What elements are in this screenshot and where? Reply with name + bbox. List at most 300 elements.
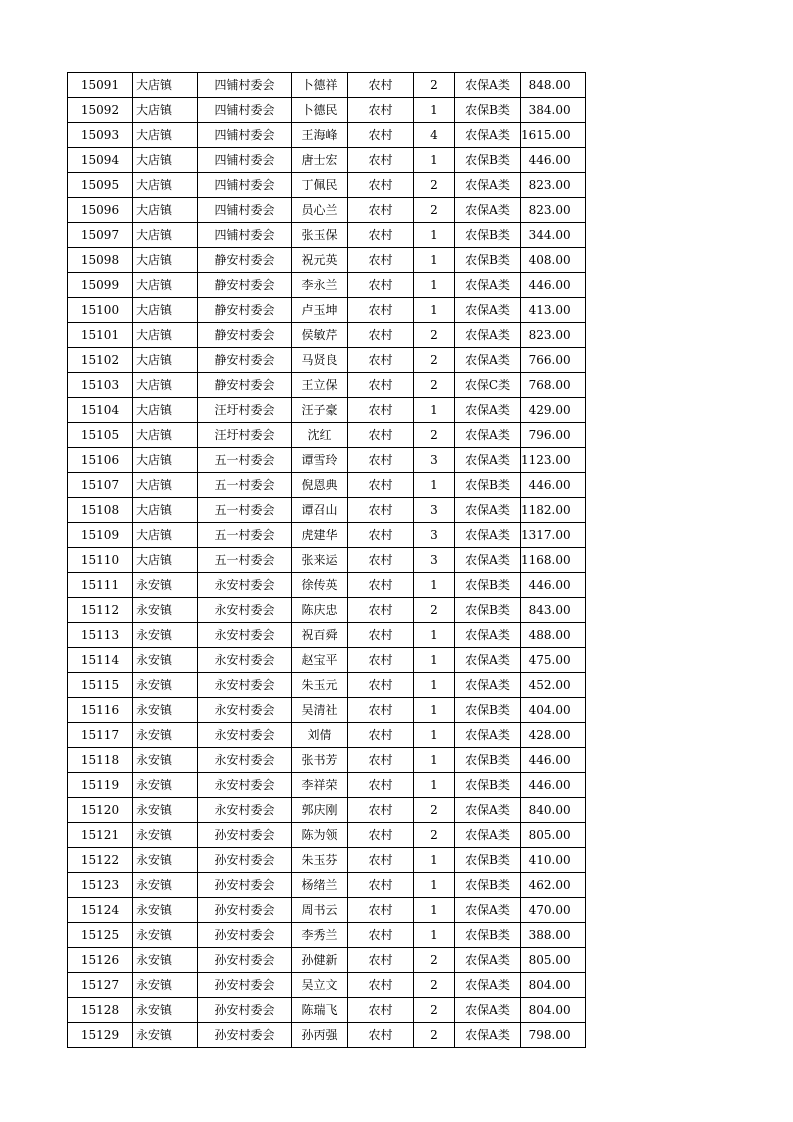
name-cell: 张玉保: [292, 223, 348, 248]
amount-cell: 823.00: [521, 173, 586, 198]
town-cell: 大店镇: [133, 523, 198, 548]
record-id-cell: 15102: [68, 348, 133, 373]
village-committee-cell: 四铺村委会: [198, 223, 292, 248]
person-count-cell: 3: [414, 523, 455, 548]
town-cell: 永安镇: [133, 648, 198, 673]
name-cell: 侯敏芹: [292, 323, 348, 348]
record-id-cell: 15103: [68, 373, 133, 398]
household-type-cell: 农村: [348, 598, 414, 623]
household-type-cell: 农村: [348, 73, 414, 98]
category-cell: 农保A类: [455, 823, 521, 848]
name-cell: 卜德祥: [292, 73, 348, 98]
village-committee-cell: 五一村委会: [198, 498, 292, 523]
household-type-cell: 农村: [348, 423, 414, 448]
town-cell: 大店镇: [133, 473, 198, 498]
category-cell: 农保A类: [455, 798, 521, 823]
table-row: [68, 723, 586, 748]
village-committee-cell: 永安村委会: [198, 723, 292, 748]
village-committee-cell: 孙安村委会: [198, 1023, 292, 1048]
category-cell: 农保A类: [455, 898, 521, 923]
record-id-cell: 15104: [68, 398, 133, 423]
household-type-cell: 农村: [348, 323, 414, 348]
town-cell: 永安镇: [133, 848, 198, 873]
table-row: [68, 173, 586, 198]
person-count-cell: 1: [414, 398, 455, 423]
name-cell: 祝元英: [292, 248, 348, 273]
person-count-cell: 4: [414, 123, 455, 148]
town-cell: 永安镇: [133, 748, 198, 773]
village-committee-cell: 永安村委会: [198, 748, 292, 773]
town-cell: 永安镇: [133, 698, 198, 723]
household-type-cell: 农村: [348, 398, 414, 423]
person-count-cell: 2: [414, 373, 455, 398]
table-row: [68, 573, 586, 598]
village-committee-cell: 静安村委会: [198, 348, 292, 373]
record-id-cell: 15094: [68, 148, 133, 173]
village-committee-cell: 四铺村委会: [198, 148, 292, 173]
amount-cell: 446.00: [521, 748, 586, 773]
record-id-cell: 15124: [68, 898, 133, 923]
person-count-cell: 1: [414, 923, 455, 948]
category-cell: 农保A类: [455, 523, 521, 548]
household-type-cell: 农村: [348, 148, 414, 173]
household-type-cell: 农村: [348, 873, 414, 898]
name-cell: 卜德民: [292, 98, 348, 123]
table-row: [68, 623, 586, 648]
record-id-cell: 15096: [68, 198, 133, 223]
town-cell: 大店镇: [133, 373, 198, 398]
record-id-cell: 15095: [68, 173, 133, 198]
village-committee-cell: 静安村委会: [198, 298, 292, 323]
village-committee-cell: 永安村委会: [198, 623, 292, 648]
village-committee-cell: 孙安村委会: [198, 823, 292, 848]
record-id-cell: 15107: [68, 473, 133, 498]
town-cell: 大店镇: [133, 498, 198, 523]
village-committee-cell: 静安村委会: [198, 248, 292, 273]
table-row: [68, 673, 586, 698]
category-cell: 农保B类: [455, 248, 521, 273]
table-row: [68, 323, 586, 348]
category-cell: 农保B类: [455, 98, 521, 123]
person-count-cell: 1: [414, 848, 455, 873]
table-row: [68, 523, 586, 548]
name-cell: 马贤良: [292, 348, 348, 373]
record-id-cell: 15108: [68, 498, 133, 523]
town-cell: 永安镇: [133, 673, 198, 698]
record-id-cell: 15129: [68, 1023, 133, 1048]
household-type-cell: 农村: [348, 848, 414, 873]
record-id-cell: 15114: [68, 648, 133, 673]
amount-cell: 404.00: [521, 698, 586, 723]
town-cell: 永安镇: [133, 723, 198, 748]
record-id-cell: 15122: [68, 848, 133, 873]
person-count-cell: 1: [414, 898, 455, 923]
village-committee-cell: 孙安村委会: [198, 923, 292, 948]
village-committee-cell: 五一村委会: [198, 448, 292, 473]
table-row: [68, 648, 586, 673]
town-cell: 永安镇: [133, 1023, 198, 1048]
table-row: [68, 598, 586, 623]
household-type-cell: 农村: [348, 948, 414, 973]
village-committee-cell: 孙安村委会: [198, 948, 292, 973]
record-id-cell: 15113: [68, 623, 133, 648]
record-id-cell: 15118: [68, 748, 133, 773]
person-count-cell: 1: [414, 573, 455, 598]
amount-cell: 796.00: [521, 423, 586, 448]
household-type-cell: 农村: [348, 673, 414, 698]
table-row: [68, 773, 586, 798]
household-type-cell: 农村: [348, 523, 414, 548]
village-committee-cell: 孙安村委会: [198, 973, 292, 998]
amount-cell: 1317.00: [521, 523, 586, 548]
household-type-cell: 农村: [348, 898, 414, 923]
village-committee-cell: 五一村委会: [198, 473, 292, 498]
person-count-cell: 2: [414, 198, 455, 223]
name-cell: 朱玉芬: [292, 848, 348, 873]
name-cell: 杨绪兰: [292, 873, 348, 898]
household-type-cell: 农村: [348, 773, 414, 798]
table-row: [68, 123, 586, 148]
category-cell: 农保A类: [455, 198, 521, 223]
household-type-cell: 农村: [348, 748, 414, 773]
town-cell: 永安镇: [133, 948, 198, 973]
person-count-cell: 2: [414, 823, 455, 848]
table-row: [68, 973, 586, 998]
person-count-cell: 1: [414, 473, 455, 498]
town-cell: 永安镇: [133, 773, 198, 798]
record-id-cell: 15117: [68, 723, 133, 748]
amount-cell: 446.00: [521, 573, 586, 598]
household-type-cell: 农村: [348, 198, 414, 223]
table-row: [68, 448, 586, 473]
name-cell: 李秀兰: [292, 923, 348, 948]
person-count-cell: 2: [414, 423, 455, 448]
amount-cell: 798.00: [521, 1023, 586, 1048]
record-id-cell: 15125: [68, 923, 133, 948]
amount-cell: 1615.00: [521, 123, 586, 148]
town-cell: 大店镇: [133, 323, 198, 348]
table-row: [68, 923, 586, 948]
household-type-cell: 农村: [348, 98, 414, 123]
person-count-cell: 1: [414, 748, 455, 773]
amount-cell: 804.00: [521, 998, 586, 1023]
category-cell: 农保A类: [455, 73, 521, 98]
village-committee-cell: 汪圩村委会: [198, 398, 292, 423]
amount-cell: 805.00: [521, 823, 586, 848]
town-cell: 永安镇: [133, 998, 198, 1023]
category-cell: 农保B类: [455, 923, 521, 948]
record-id-cell: 15116: [68, 698, 133, 723]
name-cell: 祝百舜: [292, 623, 348, 648]
village-committee-cell: 永安村委会: [198, 698, 292, 723]
table-row: [68, 298, 586, 323]
allowance-table: [67, 72, 586, 1048]
table-row: [68, 998, 586, 1023]
record-id-cell: 15115: [68, 673, 133, 698]
category-cell: 农保A类: [455, 323, 521, 348]
household-type-cell: 农村: [348, 473, 414, 498]
category-cell: 农保A类: [455, 498, 521, 523]
category-cell: 农保C类: [455, 373, 521, 398]
village-committee-cell: 永安村委会: [198, 798, 292, 823]
table-row: [68, 898, 586, 923]
category-cell: 农保B类: [455, 773, 521, 798]
household-type-cell: 农村: [348, 348, 414, 373]
amount-cell: 410.00: [521, 848, 586, 873]
household-type-cell: 农村: [348, 923, 414, 948]
amount-cell: 470.00: [521, 898, 586, 923]
household-type-cell: 农村: [348, 823, 414, 848]
table-row: [68, 423, 586, 448]
table-row: [68, 273, 586, 298]
household-type-cell: 农村: [348, 248, 414, 273]
name-cell: 张来运: [292, 548, 348, 573]
person-count-cell: 2: [414, 598, 455, 623]
person-count-cell: 2: [414, 173, 455, 198]
town-cell: 大店镇: [133, 198, 198, 223]
name-cell: 陈瑞飞: [292, 998, 348, 1023]
person-count-cell: 3: [414, 498, 455, 523]
village-committee-cell: 四铺村委会: [198, 73, 292, 98]
table-row: [68, 398, 586, 423]
household-type-cell: 农村: [348, 723, 414, 748]
name-cell: 虎建华: [292, 523, 348, 548]
category-cell: 农保B类: [455, 698, 521, 723]
table-row: [68, 848, 586, 873]
table-row: [68, 548, 586, 573]
record-id-cell: 15099: [68, 273, 133, 298]
record-id-cell: 15091: [68, 73, 133, 98]
household-type-cell: 农村: [348, 173, 414, 198]
category-cell: 农保A类: [455, 998, 521, 1023]
amount-cell: 388.00: [521, 923, 586, 948]
category-cell: 农保A类: [455, 348, 521, 373]
category-cell: 农保A类: [455, 298, 521, 323]
name-cell: 李永兰: [292, 273, 348, 298]
table-row: [68, 823, 586, 848]
amount-cell: 384.00: [521, 98, 586, 123]
town-cell: 大店镇: [133, 348, 198, 373]
household-type-cell: 农村: [348, 223, 414, 248]
name-cell: 刘倩: [292, 723, 348, 748]
village-committee-cell: 静安村委会: [198, 373, 292, 398]
village-committee-cell: 永安村委会: [198, 648, 292, 673]
person-count-cell: 1: [414, 98, 455, 123]
person-count-cell: 2: [414, 948, 455, 973]
amount-cell: 848.00: [521, 73, 586, 98]
category-cell: 农保A类: [455, 673, 521, 698]
table-body: [68, 73, 586, 1048]
amount-cell: 462.00: [521, 873, 586, 898]
person-count-cell: 2: [414, 323, 455, 348]
record-id-cell: 15098: [68, 248, 133, 273]
table-row: [68, 698, 586, 723]
person-count-cell: 2: [414, 798, 455, 823]
category-cell: 农保B类: [455, 873, 521, 898]
town-cell: 大店镇: [133, 423, 198, 448]
table-row: [68, 98, 586, 123]
person-count-cell: 1: [414, 148, 455, 173]
person-count-cell: 1: [414, 623, 455, 648]
town-cell: 永安镇: [133, 898, 198, 923]
village-committee-cell: 永安村委会: [198, 773, 292, 798]
record-id-cell: 15112: [68, 598, 133, 623]
category-cell: 农保A类: [455, 173, 521, 198]
amount-cell: 408.00: [521, 248, 586, 273]
table-row: [68, 873, 586, 898]
amount-cell: 840.00: [521, 798, 586, 823]
amount-cell: 1123.00: [521, 448, 586, 473]
table-row: [68, 73, 586, 98]
record-id-cell: 15097: [68, 223, 133, 248]
person-count-cell: 2: [414, 73, 455, 98]
person-count-cell: 1: [414, 648, 455, 673]
name-cell: 陈庆忠: [292, 598, 348, 623]
household-type-cell: 农村: [348, 548, 414, 573]
record-id-cell: 15126: [68, 948, 133, 973]
town-cell: 大店镇: [133, 123, 198, 148]
amount-cell: 446.00: [521, 473, 586, 498]
category-cell: 农保A类: [455, 623, 521, 648]
record-id-cell: 15100: [68, 298, 133, 323]
village-committee-cell: 五一村委会: [198, 548, 292, 573]
town-cell: 大店镇: [133, 73, 198, 98]
name-cell: 唐士宏: [292, 148, 348, 173]
town-cell: 永安镇: [133, 973, 198, 998]
category-cell: 农保A类: [455, 948, 521, 973]
amount-cell: 805.00: [521, 948, 586, 973]
town-cell: 大店镇: [133, 448, 198, 473]
name-cell: 徐传英: [292, 573, 348, 598]
name-cell: 丁佩民: [292, 173, 348, 198]
name-cell: 汪子豪: [292, 398, 348, 423]
amount-cell: 1168.00: [521, 548, 586, 573]
town-cell: 大店镇: [133, 298, 198, 323]
table-row: [68, 748, 586, 773]
household-type-cell: 农村: [348, 273, 414, 298]
name-cell: 卢玉坤: [292, 298, 348, 323]
household-type-cell: 农村: [348, 798, 414, 823]
category-cell: 农保B类: [455, 573, 521, 598]
town-cell: 大店镇: [133, 173, 198, 198]
table-row: [68, 1023, 586, 1048]
town-cell: 大店镇: [133, 273, 198, 298]
town-cell: 永安镇: [133, 573, 198, 598]
amount-cell: 452.00: [521, 673, 586, 698]
record-id-cell: 15120: [68, 798, 133, 823]
record-id-cell: 15106: [68, 448, 133, 473]
village-committee-cell: 永安村委会: [198, 673, 292, 698]
name-cell: 王海峰: [292, 123, 348, 148]
person-count-cell: 1: [414, 698, 455, 723]
record-id-cell: 15111: [68, 573, 133, 598]
name-cell: 张书芳: [292, 748, 348, 773]
amount-cell: 768.00: [521, 373, 586, 398]
table-row: [68, 798, 586, 823]
category-cell: 农保A类: [455, 423, 521, 448]
amount-cell: 823.00: [521, 323, 586, 348]
category-cell: 农保B类: [455, 148, 521, 173]
person-count-cell: 2: [414, 348, 455, 373]
category-cell: 农保B类: [455, 223, 521, 248]
village-committee-cell: 四铺村委会: [198, 198, 292, 223]
village-committee-cell: 四铺村委会: [198, 173, 292, 198]
household-type-cell: 农村: [348, 998, 414, 1023]
household-type-cell: 农村: [348, 1023, 414, 1048]
name-cell: 周书云: [292, 898, 348, 923]
amount-cell: 344.00: [521, 223, 586, 248]
village-committee-cell: 孙安村委会: [198, 998, 292, 1023]
category-cell: 农保A类: [455, 1023, 521, 1048]
amount-cell: 446.00: [521, 148, 586, 173]
town-cell: 大店镇: [133, 148, 198, 173]
person-count-cell: 1: [414, 773, 455, 798]
name-cell: 员心兰: [292, 198, 348, 223]
table-row: [68, 373, 586, 398]
record-id-cell: 15092: [68, 98, 133, 123]
amount-cell: 428.00: [521, 723, 586, 748]
record-id-cell: 15123: [68, 873, 133, 898]
household-type-cell: 农村: [348, 448, 414, 473]
town-cell: 永安镇: [133, 798, 198, 823]
category-cell: 农保A类: [455, 973, 521, 998]
person-count-cell: 2: [414, 998, 455, 1023]
person-count-cell: 1: [414, 673, 455, 698]
table-row: [68, 223, 586, 248]
table-row: [68, 948, 586, 973]
amount-cell: 429.00: [521, 398, 586, 423]
amount-cell: 413.00: [521, 298, 586, 323]
category-cell: 农保B类: [455, 848, 521, 873]
name-cell: 吴立文: [292, 973, 348, 998]
village-committee-cell: 孙安村委会: [198, 898, 292, 923]
record-id-cell: 15121: [68, 823, 133, 848]
record-id-cell: 15109: [68, 523, 133, 548]
record-id-cell: 15128: [68, 998, 133, 1023]
village-committee-cell: 孙安村委会: [198, 873, 292, 898]
village-committee-cell: 孙安村委会: [198, 848, 292, 873]
record-id-cell: 15101: [68, 323, 133, 348]
record-id-cell: 15127: [68, 973, 133, 998]
person-count-cell: 1: [414, 273, 455, 298]
category-cell: 农保B类: [455, 748, 521, 773]
amount-cell: 766.00: [521, 348, 586, 373]
name-cell: 孙丙强: [292, 1023, 348, 1048]
person-count-cell: 2: [414, 973, 455, 998]
amount-cell: 823.00: [521, 198, 586, 223]
village-committee-cell: 四铺村委会: [198, 123, 292, 148]
household-type-cell: 农村: [348, 623, 414, 648]
category-cell: 农保A类: [455, 398, 521, 423]
person-count-cell: 3: [414, 448, 455, 473]
amount-cell: 446.00: [521, 273, 586, 298]
household-type-cell: 农村: [348, 698, 414, 723]
town-cell: 永安镇: [133, 923, 198, 948]
category-cell: 农保A类: [455, 448, 521, 473]
amount-cell: 488.00: [521, 623, 586, 648]
table-row: [68, 148, 586, 173]
town-cell: 大店镇: [133, 223, 198, 248]
name-cell: 朱玉元: [292, 673, 348, 698]
town-cell: 大店镇: [133, 548, 198, 573]
table-row: [68, 198, 586, 223]
town-cell: 永安镇: [133, 823, 198, 848]
person-count-cell: 1: [414, 873, 455, 898]
village-committee-cell: 汪圩村委会: [198, 423, 292, 448]
name-cell: 吴清社: [292, 698, 348, 723]
village-committee-cell: 静安村委会: [198, 273, 292, 298]
person-count-cell: 1: [414, 248, 455, 273]
